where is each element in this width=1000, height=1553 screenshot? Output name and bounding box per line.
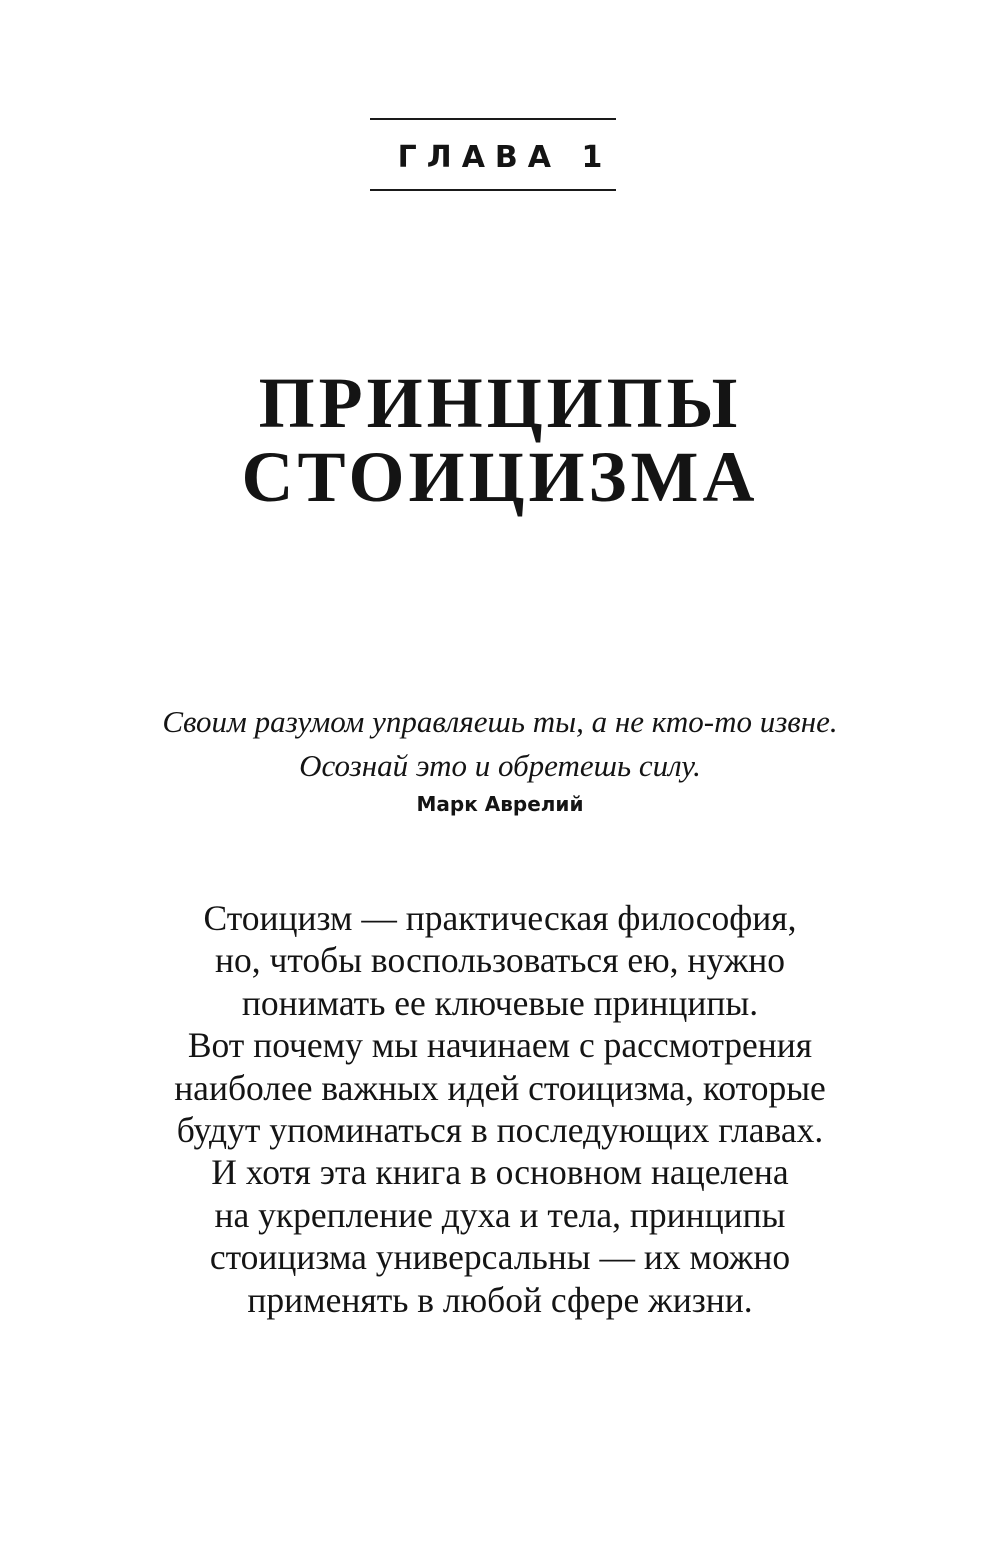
chapter-rule-top	[370, 118, 616, 120]
epigraph-author: Марк Аврелий	[416, 792, 584, 816]
epigraph-line: Осознай это и обретешь силу.	[299, 748, 701, 783]
paragraph-line: стоицизма универсальны — их можно	[209, 1237, 791, 1278]
paragraph-line: наиболее важных идей стоицизма, которые	[174, 1067, 826, 1108]
epigraph-quote	[0, 700, 1000, 788]
epigraph-line: Своим разумом управляешь ты, а не кто-то извне.	[162, 704, 838, 739]
paragraph-line: но, чтобы воспользоваться ею, нужно	[215, 940, 785, 981]
paragraph-line: Вот почему мы начинаем с рассмотрения	[187, 1025, 813, 1066]
paragraph-line: применять в любой сфере жизни.	[247, 1279, 753, 1320]
paragraph-line: Стоицизм — практическая философия,	[203, 898, 797, 938]
paragraph-line: на укрепление духа и тела, принципы	[214, 1194, 786, 1235]
chapter-rule-bottom	[370, 189, 616, 191]
paragraph-line: И хотя эта книга в основном нацелена	[211, 1152, 789, 1193]
chapter-title-line: СТОИЦИЗМА	[241, 437, 759, 517]
paragraph-line: понимать ее ключевые принципы.	[241, 982, 759, 1023]
intro-paragraph	[0, 897, 1000, 1321]
chapter-title-line: ПРИНЦИПЫ	[258, 363, 742, 443]
paragraph-line: будут упоминаться в последующих главах.	[176, 1110, 824, 1151]
chapter-title	[0, 363, 1000, 517]
chapter-label: ГЛАВА 1	[397, 140, 613, 175]
